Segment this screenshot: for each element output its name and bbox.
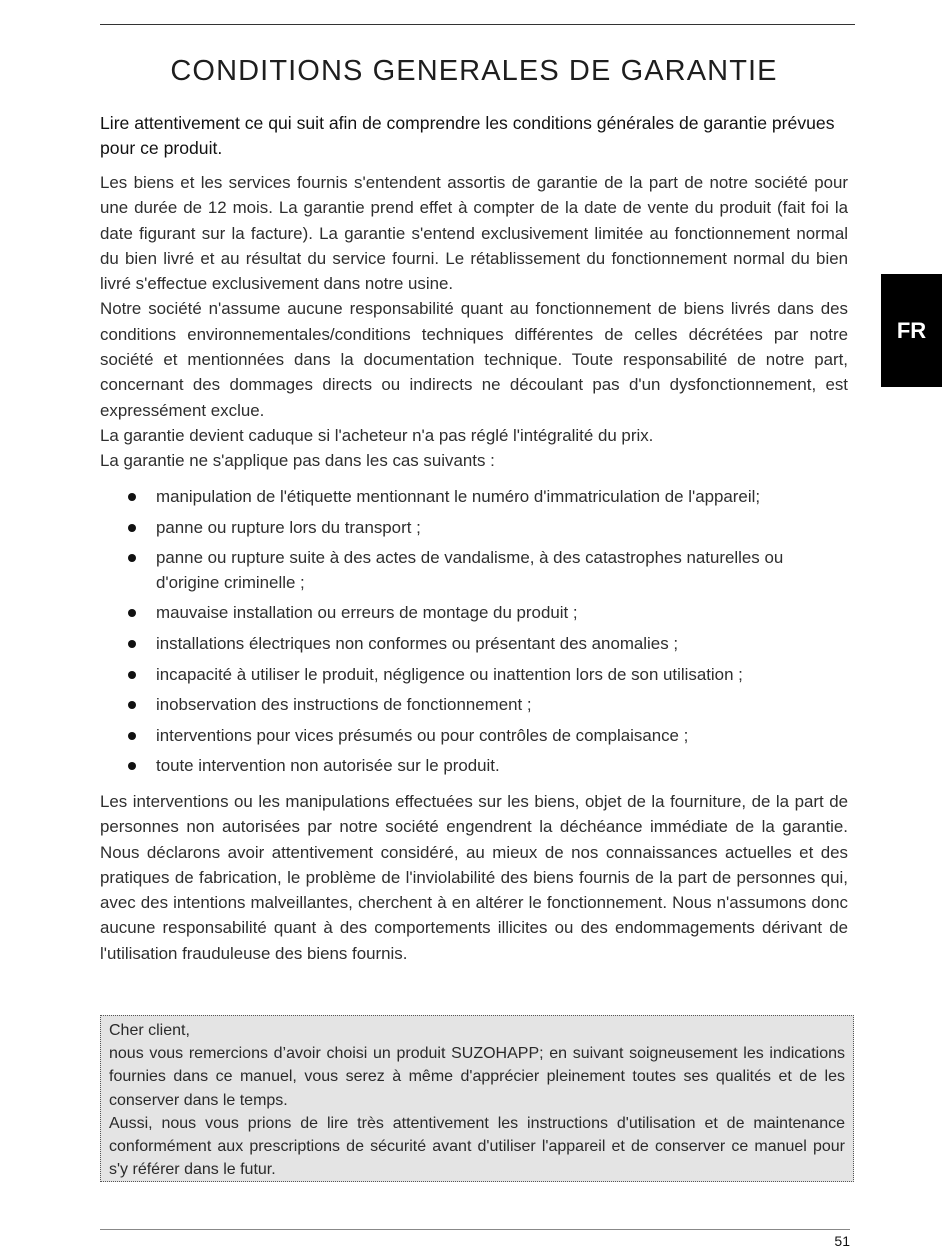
list-item-text: panne ou rupture suite à des actes de vandalisme, à des catastrophes naturelles ou d'origine criminelle ; — [156, 548, 784, 592]
note-line: nous vous remercions d’avoir choisi un produit SUZOHAPP; en suivant soigneusement les indications fournies dans ce manuel, vous serez à même d'apprécier pleinement toutes ses qualités et de les conserver dans le temps. — [109, 1045, 845, 1109]
list-item-text: installations électriques non conformes ou présentant des anomalies ; — [156, 633, 679, 653]
note-line: Aussi, nous vous prions de lire très attentivement les instructions d'utilisation et de maintenance conformément aux prescriptions de sécurité avant d'utiliser l'appareil et de conserver ce manuel pour s'y référer dans le futur. — [109, 1114, 845, 1179]
paragraph-liability: Notre société n'assume aucune responsabilité quant au fonctionnement de biens livrés dans des conditions environnementales/conditions techniques différentes de celles décrétées par notre société et mentionnées dans la documentation technique. Toute responsabilité de notre part, concernant des dommages directs ou indirects ne découlant pas d'un dysfonctionnement, est expressément exclue. — [100, 299, 848, 420]
list-item-text: incapacité à utiliser le produit, négligence ou inattention lors de son utilisation ; — [156, 664, 743, 684]
list-item-text: interventions pour vices présumés ou pour contrôles de complaisance ; — [156, 725, 689, 745]
bullet-icon — [128, 640, 136, 648]
bullet-icon — [128, 524, 136, 532]
exclusions-list — [100, 485, 848, 785]
list-item — [100, 516, 848, 541]
bullet-icon — [128, 493, 136, 501]
paragraph-warranty-duration: Les biens et les services fournis s'entendent assortis de garantie de la part de notre société pour une durée de 12 mois. La garantie prend effet à compter de la date de vente du produit (fait foi la date figurant sur la facture). La garantie s'entend exclusivement limitée au fonctionnement normal du bien livré et au résultat du service fourni. Le rétablissement du fonctionnement normal du bien livré s'effectue exclusivement dans notre usine. — [100, 173, 848, 294]
list-item — [100, 546, 848, 595]
list-item — [100, 601, 848, 626]
list-item-text: inobservation des instructions de fonctionnement ; — [156, 695, 532, 715]
list-item — [100, 663, 848, 688]
list-item — [100, 485, 848, 510]
intro-text: Lire attentivement ce qui suit afin de comprendre les conditions générales de garantie prévues pour ce produit. — [100, 113, 835, 158]
page-title: CONDITIONS GENERALES DE GARANTIE — [170, 55, 778, 87]
paragraph-payment: La garantie devient caduque si l'acheteur n'a pas réglé l'intégralité du prix. — [100, 425, 654, 445]
closing-paragraph: Les interventions ou les manipulations effectuées sur les biens, objet de la fourniture, de la part de personnes non autorisées par notre société engendrent la déchéance immédiate de la garantie. Nous déclarons avoir attentivement considéré, au mieux de nos connaissances actuelles et des pratiques de fabrication, le problème de l'inviolabilité des biens fournis de la part de personnes qui, avec des intentions malveillantes, cherchent à en altérer le fonctionnement. Nous n'assumons donc aucune responsabilité quant à des comportements illicites ou des endommagements dérivant de l'utilisation frauduleuse des biens fournis. — [100, 792, 848, 963]
list-item — [100, 754, 848, 779]
bullet-icon — [128, 609, 136, 617]
bottom-rule — [100, 1229, 850, 1230]
page-number: 51 — [834, 1233, 850, 1249]
note-greeting: Cher client, — [109, 1022, 190, 1039]
language-tab — [881, 274, 942, 387]
top-rule — [100, 24, 855, 25]
bullet-icon — [128, 671, 136, 679]
list-item — [100, 693, 848, 718]
language-tab-label: FR — [896, 317, 927, 343]
customer-note-box — [100, 1015, 854, 1182]
bullet-icon — [128, 701, 136, 709]
list-item-text: mauvaise installation ou erreurs de montage du produit ; — [156, 603, 578, 623]
list-item — [100, 724, 848, 749]
paragraph-exclusions-intro: La garantie ne s'applique pas dans les cas suivants : — [100, 451, 495, 471]
list-item-text: toute intervention non autorisée sur le produit. — [156, 756, 500, 776]
bullet-icon — [128, 554, 136, 562]
list-item-text: panne ou rupture lors du transport ; — [156, 517, 421, 537]
list-item-text: manipulation de l'étiquette mentionnant le numéro d'immatriculation de l'appareil; — [156, 487, 761, 506]
list-item — [100, 632, 848, 657]
bullet-icon — [128, 732, 136, 740]
warranty-body — [100, 170, 848, 474]
bullet-icon — [128, 762, 136, 770]
